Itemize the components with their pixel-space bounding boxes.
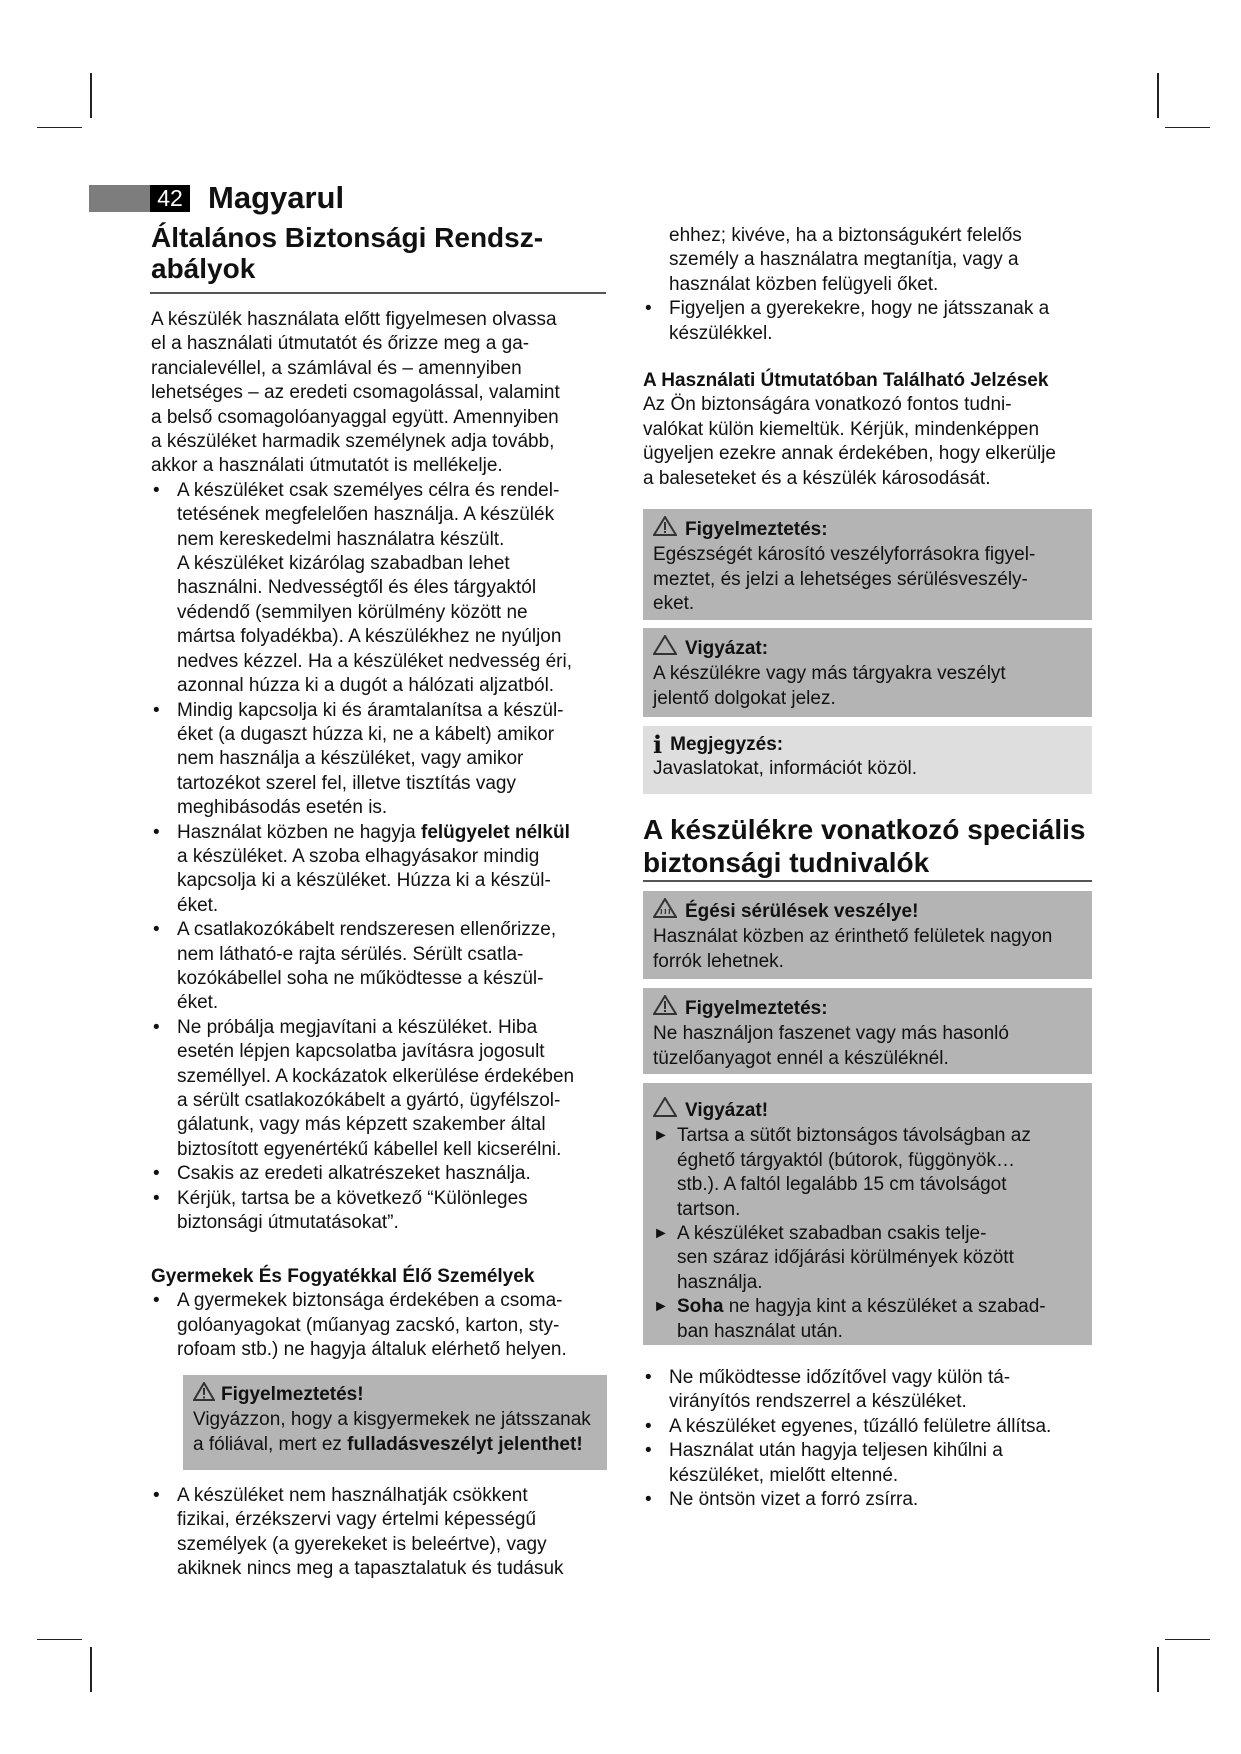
box-text (653, 662, 1082, 711)
bullet-text (177, 1162, 611, 1186)
text-line: virányítós rendszerrel a készüléket. (669, 1391, 967, 1413)
text-line: meghibásodás esetén is. (177, 797, 388, 819)
bullet-text (669, 1439, 1051, 1488)
text-line: Általános Biztonsági Rendsz- (151, 222, 544, 253)
bold-text: Soha (677, 1296, 724, 1318)
text-line: valókat külön kiemeltük. Kérjük, mindenképpen (643, 418, 1040, 440)
text-line: stb.). A faltól legalább 15 cm távolságot (677, 1174, 1007, 1196)
list-item (643, 1366, 1051, 1415)
bullet-text (669, 1366, 1051, 1415)
text-line: tartson. (677, 1198, 741, 1220)
crop-mark (1157, 1647, 1159, 1692)
box-text (653, 543, 1082, 616)
text-line: biztonsági útmutatásokat”. (177, 1212, 399, 1234)
warning-triangle-icon (193, 1382, 215, 1408)
language-heading: Magyarul (208, 180, 345, 215)
page-tab-bar (89, 185, 150, 212)
crop-mark (1157, 73, 1159, 118)
text-line: biztosított egyenértékű kábellel kell kicserélni. (177, 1138, 562, 1160)
symbols-intro (643, 393, 1056, 491)
text-line: kozókábellel soha ne működtesse a készül- (177, 967, 544, 989)
text-line: Csakis az eredeti alkatrészeket használja. (177, 1163, 531, 1185)
list-item (151, 821, 611, 919)
intro-paragraph (151, 308, 611, 479)
text-line: a készüléket. A szoba elhagyásakor mindig (177, 845, 540, 867)
text-segment: ne hagyja kint a készüléket a szabad- (723, 1296, 1046, 1318)
bullet-icon: • (153, 699, 160, 721)
box-text (193, 1408, 597, 1457)
text-line: használja. (677, 1271, 763, 1293)
bullet-icon: • (645, 298, 652, 320)
list-item (643, 1488, 1051, 1512)
text-line (193, 1433, 597, 1457)
box-title: Figyelmeztetés! (221, 1384, 364, 1405)
text-line: Ne működtesse időzítővel vagy külön tá- (669, 1367, 1011, 1388)
caution-triangle-icon (653, 1097, 677, 1124)
arrow-bullet-icon: ► (653, 1298, 669, 1316)
text-line: Figyeljen a gyerekekre, hogy ne játsszanak a (669, 298, 1050, 320)
text-line: tetésének megfelelően használja. A készülék (177, 504, 555, 526)
bullet-text (677, 1124, 1082, 1222)
text-line (177, 821, 611, 845)
bullet-text (669, 1415, 1051, 1439)
bullet-text (669, 297, 1049, 346)
text-line: A készüléket kizárólag szabadban lehet (177, 553, 510, 575)
text-line: nem kereskedelmi használatra készült. (177, 528, 505, 550)
symbols-section (643, 369, 1056, 491)
text-line: A készülék használata előtt figyelmesen olvassa (151, 309, 557, 330)
text-line: éghető tárgyaktól (bútorok, függönyök… (677, 1149, 1015, 1171)
text-line: A készülékre vonatkozó speciális (643, 814, 1086, 845)
list-item (151, 918, 611, 1016)
text-line: a készüléket harmadik személynek adja tovább, (151, 431, 555, 453)
bullet-text (177, 1484, 564, 1582)
bullet-icon: • (153, 821, 160, 843)
bullet-icon: • (645, 1415, 652, 1437)
text-line: éket. (177, 894, 219, 916)
last-bullet (151, 1484, 564, 1582)
bullet-icon: • (153, 479, 160, 501)
box-title: Vigyázat: (685, 637, 769, 659)
warning-triangle-icon (653, 516, 677, 543)
text-line: tartozékot szerel fel, illetve tisztítás vagy (177, 772, 516, 794)
bullet-text (177, 1187, 611, 1236)
warning-box (643, 509, 1092, 620)
text-line: biztonsági tudnivalók (643, 847, 930, 878)
text-line: személyek (a gyerekeket is beleértve), vagy (177, 1533, 547, 1555)
text-line: Ne próbálja megjavítani a készüléket. Hiba (177, 1016, 538, 1038)
text-line: gálatunk, vagy más képzett szakember által (177, 1114, 546, 1136)
text-line: A készülékre vagy más tárgyakra veszélyt (653, 663, 1006, 685)
bold-text: fulladásveszélyt jelenthet! (347, 1433, 583, 1455)
text-line: forrók lehetnek. (653, 950, 784, 972)
list-item (653, 1124, 1082, 1222)
text-line: Tartsa a sütőt biztonságos távolságban az (677, 1125, 1031, 1147)
text-line: Ne használjon faszenet vagy más hasonló (653, 1023, 1009, 1045)
list-item (643, 297, 1049, 346)
text-line (677, 1295, 1082, 1319)
text-line: ügyeljen ezekre annak érdekében, hogy elkerülje (643, 443, 1056, 465)
list-item (643, 1439, 1051, 1488)
text-line: a belső csomagolóanyaggal együtt. Amennyiben (151, 406, 559, 428)
text-line: rofoam stb.) ne hagyja általuk elérhető helyen. (177, 1339, 567, 1361)
text-line: készüléket, mielőtt eltenné. (669, 1464, 899, 1486)
list-item (151, 1289, 567, 1362)
list-item (151, 1162, 611, 1186)
text-line: használni. Nedvességtől és éles tárgyaktól (177, 577, 537, 599)
continued-paragraph (643, 224, 1049, 297)
left-main-text (151, 308, 611, 1235)
box-text (653, 757, 1082, 781)
text-line: A gyermekek biztonsága érdekében a csoma- (177, 1290, 563, 1312)
list-item (151, 1187, 611, 1236)
bullet-icon: • (645, 1489, 652, 1511)
arrow-bullet-icon: ► (653, 1127, 669, 1145)
text-line: személlyel. A kockázatok elkerülése érdekében (177, 1065, 575, 1087)
bullet-text (177, 479, 611, 699)
crop-mark (1165, 1639, 1210, 1640)
text-line: kapcsolja ki a készüléket. Húzza ki a készül- (177, 870, 551, 892)
bullet-text (177, 1289, 567, 1362)
bullet-icon: • (153, 1163, 160, 1185)
note-box (643, 726, 1092, 794)
text-line: a baleseteket és a készülék károsodását. (643, 467, 991, 489)
bullet-text (177, 1016, 611, 1162)
warning-triangle-icon (653, 995, 677, 1022)
text-line: készülékkel. (669, 322, 773, 344)
safety-bullet-list (151, 479, 611, 1236)
text-line: el a használati útmutatót és őrizze meg a ga- (151, 333, 530, 355)
crop-mark (90, 1647, 92, 1692)
caution-triangle-icon (653, 635, 677, 662)
text-line: ban használat után. (677, 1320, 843, 1342)
text-line: lehetséges – az eredeti csomagolással, valamint (151, 382, 560, 404)
special-title-divider (643, 880, 1092, 882)
bullet-icon: • (153, 1485, 160, 1506)
bullet-text (669, 1488, 1051, 1512)
page-number: 42 (150, 185, 190, 212)
list-item (151, 1016, 611, 1162)
hot-surface-icon (653, 898, 677, 925)
crop-mark (37, 127, 82, 128)
text-line: ehhez; kivéve, ha a biztonságukért felelős (669, 225, 1022, 246)
text-line: Vigyázzon, hogy a kisgyermekek ne játsszanak (193, 1409, 591, 1431)
caution-box-outdoor (643, 1083, 1092, 1345)
text-line: A csatlakozókábelt rendszeresen ellenőrizze, (177, 919, 557, 941)
text-line: eket. (653, 593, 695, 615)
text-line: védendő (semmilyen körülmény között ne (177, 601, 528, 623)
bullet-icon: • (153, 1016, 160, 1038)
text-line: azonnal húzza ki a dugót a hálózati aljzatból. (177, 675, 555, 697)
text-line: nem használja a készüléket, vagy amikor (177, 748, 524, 770)
title-divider (150, 292, 606, 294)
children-heading: Gyermekek És Fogyatékkal Élő Személyek (151, 1266, 535, 1287)
text-line: A készüléket nem használhatják csökkent (177, 1485, 528, 1506)
bold-text: felügyelet nélkül (421, 821, 570, 843)
text-line: mártsa folyadékba). A készülékhez ne nyúljon (177, 626, 562, 648)
bullet-text (177, 821, 611, 919)
crop-mark (90, 73, 92, 118)
fuel-warning-box (643, 988, 1092, 1074)
text-line: éket (a dugaszt húzza ki, ne a kábelt) amikor (177, 723, 555, 745)
text-line: Javaslatokat, információt közöl. (653, 758, 918, 780)
crop-mark (1165, 127, 1210, 128)
text-line: jelentő dolgokat jelez. (653, 687, 836, 709)
bullet-text (677, 1295, 1082, 1344)
caution-box (643, 628, 1092, 717)
final-bullet-list (643, 1366, 1051, 1512)
text-segment: a fóliával, mert ez (193, 1433, 348, 1455)
box-title: Megjegyzés: (670, 734, 784, 755)
text-line: A készüléket egyenes, tűzálló felületre állítsa. (669, 1415, 1052, 1437)
text-segment: Használat közben ne hagyja (177, 821, 421, 843)
text-line: személy a használatra megtanítja, vagy a (669, 249, 1019, 271)
text-line: Ne öntsön vizet a forró zsírra. (669, 1489, 919, 1511)
arrow-bullet-icon: ► (653, 1225, 669, 1243)
special-section-title (643, 813, 1086, 879)
text-line: Egészségét károsító veszélyforrásokra figyel- (653, 544, 1036, 566)
box-title: Figyelmeztetés: (685, 997, 828, 1019)
text-line: Az Ön biztonságára vonatkozó fontos tudni- (643, 394, 1012, 416)
children-section (151, 1265, 567, 1363)
text-line: akkor a használati útmutatót is mellékelje. (151, 455, 503, 477)
list-item (653, 1222, 1082, 1295)
text-line: Használat közben az érinthető felületek nagyon (653, 926, 1053, 948)
text-line: Használat után hagyja teljesen kihűlni a (669, 1440, 1003, 1462)
text-line: éket. (177, 992, 219, 1014)
text-line: tüzelőanyagot ennél a készüléknél. (653, 1047, 949, 1069)
text-line: meztet, és jelzi a lehetséges sérülésveszély- (653, 568, 1028, 590)
text-line: sen száraz időjárási körülmények között (677, 1247, 1014, 1269)
text-line: esetén lépjen kapcsolatba javításra jogosult (177, 1041, 545, 1063)
list-item (151, 699, 611, 821)
text-line: használat közben felügyeli őket. (669, 273, 939, 295)
box-title: Égési sérülések veszélye! (685, 900, 919, 922)
text-line: golóanyagokat (műanyag zacskó, karton, sty- (177, 1314, 560, 1336)
bullet-icon: • (153, 1187, 160, 1209)
symbols-heading: A Használati Útmutatóban Található Jelzések (643, 370, 1049, 391)
bullet-text (177, 699, 611, 821)
box-title: Vigyázat! (685, 1099, 769, 1121)
burn-warning-box (643, 891, 1092, 979)
bullet-icon: • (645, 1367, 652, 1388)
bullet-text (177, 918, 611, 1016)
text-line: abályok (151, 253, 256, 284)
box-text (653, 1022, 1082, 1071)
caution-arrow-list (653, 1124, 1082, 1344)
text-line: a sérült csatlakozókábelt a gyártó, ügyfélszol- (177, 1090, 561, 1111)
section-title (151, 222, 543, 284)
bullet-icon: • (153, 919, 160, 941)
list-item (643, 1415, 1051, 1439)
list-item (151, 1484, 564, 1582)
box-text (653, 925, 1082, 974)
crop-mark (37, 1639, 82, 1640)
bullet-icon: • (153, 1290, 160, 1312)
right-continued-text (643, 224, 1049, 346)
text-line: A készüléket szabadban csakis telje- (677, 1223, 987, 1245)
text-line: Mindig kapcsolja ki és áramtalanítsa a készül- (177, 699, 564, 721)
bullet-text (677, 1222, 1082, 1295)
info-icon: i (653, 730, 663, 760)
warning-box-children (183, 1375, 607, 1470)
text-line: fizikai, érzékszervi vagy értelmi képességű (177, 1509, 537, 1531)
list-item (151, 479, 611, 699)
text-line: akiknek nincs meg a tapasztalatuk és tudásuk (177, 1558, 564, 1580)
text-line: Kérjük, tartsa be a következő “Különleges (177, 1187, 528, 1209)
text-line: A készüléket csak személyes célra és rendel- (177, 479, 560, 501)
box-title: Figyelmeztetés: (685, 518, 828, 540)
text-line: rancialevéllel, a számlával és – amennyiben (151, 357, 522, 379)
text-line: nedves kézzel. Ha a készüléket nedvesség éri, (177, 650, 572, 672)
list-item (653, 1295, 1082, 1344)
text-line: nem látható-e rajta sérülés. Sérült csatla- (177, 943, 524, 965)
bullet-icon: • (645, 1440, 652, 1462)
